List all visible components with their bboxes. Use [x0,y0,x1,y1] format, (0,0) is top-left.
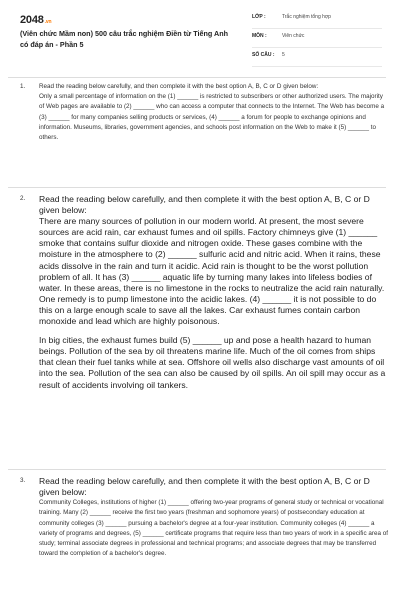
question-body [39,82,388,143]
site-logo[interactable] [20,14,51,26]
meta-row-count [252,52,382,67]
question-passage: In big cities, the exhaust fumes build (5) ______ up and pose a health hazard to human beings. Pollution of the sea by oil threatens marine life. Much of the oil comes from ships that clean their fuel tanks while at sea. Offshore oil wells also discharge vast amounts of oil into the sea. Pollution of the sea can also be caused by oil spills. An oil spill may occur as a result of accidents involving oil tankers. [39,335,386,390]
meta-row-class [252,14,382,29]
question-divider [8,187,386,188]
meta-row-subject [252,33,382,48]
page-header [0,0,400,72]
document-meta [252,14,382,71]
meta-label: MÔN : [252,33,267,39]
question-number: 1. [20,83,26,90]
meta-label: LỚP : [252,14,266,20]
question-instruction: Read the reading below carefully, and then complete it with the best option A, B, C or D given below: [39,476,370,498]
meta-value: Viên chức [282,33,305,39]
meta-value: 5 [282,52,285,58]
question-divider [8,77,386,78]
question-number: 3. [20,477,26,484]
question-instruction: Read the reading below carefully, and then complete it with the best option A, B, C or D given below: [39,194,370,216]
logo-text: 2048 [20,14,44,26]
question-body [39,476,388,559]
document-title: (Viên chức Mầm non) 500 câu trắc nghiệm Điền từ Tiếng Anh có đáp án - Phần 5 [20,29,228,49]
meta-value: Trắc nghiệm tổng hợp [282,14,331,20]
question-instruction: Read the reading below carefully, and then complete it with the best option A, B, C or D given below: [39,83,319,90]
question-body [39,194,388,391]
question-divider [8,469,386,470]
question-passage: Community Colleges, institutions of higher (1) ______ offering two-year programs of general study or technical or vocational training. Many (2) ______ receive the first two years (freshman and sophomore years) of postsecondary education at community colleges (3) ______ pursuing a bachelor's degree at a four-year institution. Community colleges (4) ______ a variety of programs and degrees, (5) ______ certificate programs that require less than two years of work in a specific area of study; terminal associate degrees in professional and technical programs; and associate degrees that may be transferred toward the completion of a bachelor's degree. [39,499,388,558]
question-passage: There are many sources of pollution in our modern world. At present, the most severe sources are acid rain, car exhaust fumes and oil spills. Factory chimneys give (1) ______ smoke that contains sulfur dioxide and nitrogen oxide. These gases combine with the moisture in the atmosphere to (2) ______ sulfuric acid and nitric acid. When it rains, these acids dissolve in the rain and turn it acidic. Acid rain is thought to be the worst pollution problem of all. It has (3) ______ aquatic life by turning many lakes into lifeless bodies of water. In these areas, there is no limestone in the rocks to neutralize the acid rain naturally. One remedy is to pump limestone into the acidic lakes. (4) ______ it is not possible to do this on a large enough scale to save all the lakes. Car exhaust fumes contain carbon monoxide and lead which are highly poisonous. [39,216,385,327]
meta-label: SỐ CÂU : [252,52,275,58]
logo-suffix: .vn [44,19,52,25]
question-passage: Only a small percentage of information on the (1) ______ is restricted to subscribers or other authorized users. The majority of Web pages are available to (2) ______ who can access a computer that connects to the Internet. The Web has become a (3) ______ for many companies selling products or services, (4) ______ a forum for people to exchange opinions and information. Museums, libraries, government agencies, and schools post information on the Web to make it (5) ______ to others. [39,93,385,142]
question-number: 2. [20,195,26,202]
